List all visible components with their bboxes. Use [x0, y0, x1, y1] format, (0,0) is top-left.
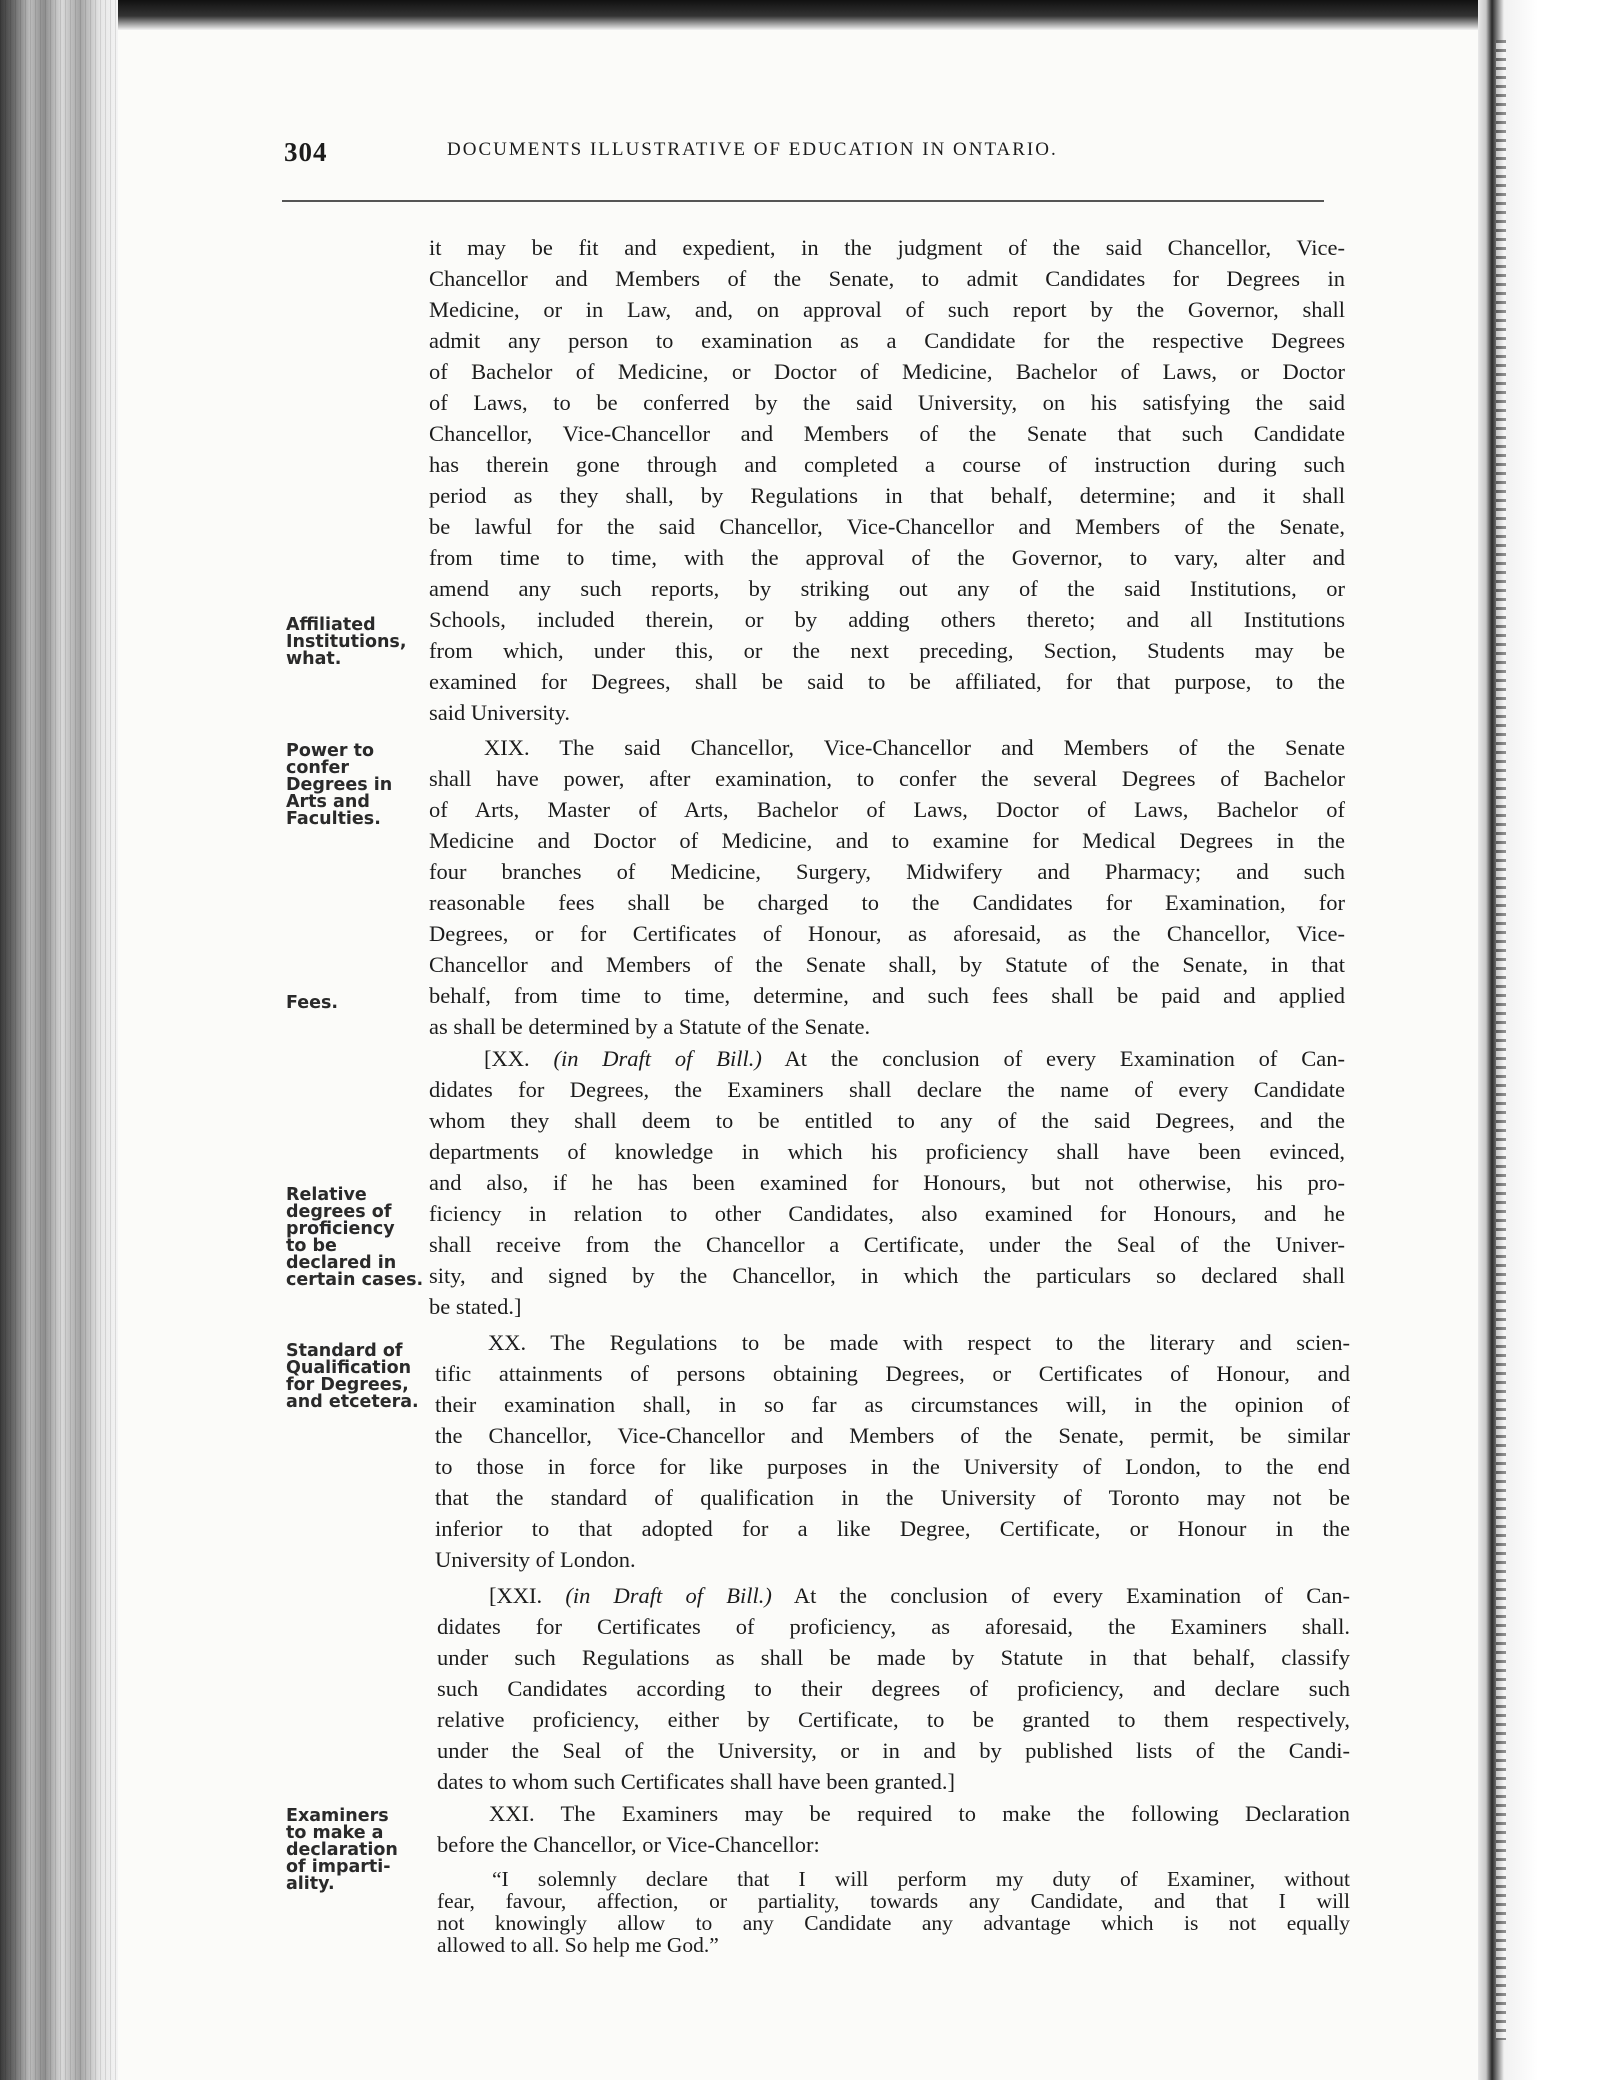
- text-line: Chancellor and Members of the Senate shall, by Statute of the Senate, in that: [429, 952, 1345, 977]
- quote-line: fear, favour, affection, or partiality, towards any Candidate, and that I will: [437, 1889, 1350, 1913]
- text-line-draft-xx: [484, 1043, 1345, 1074]
- text-line: to those in force for like purposes in the University of London, to the end: [435, 1454, 1350, 1479]
- margin-note-line: Examiners: [286, 1806, 389, 1826]
- margin-note-examiners: [286, 1808, 434, 1893]
- text-line: ficiency in relation to other Candidates, also examined for Honours, and he: [429, 1201, 1345, 1226]
- margin-note-line: Arts and: [286, 792, 370, 812]
- text-line: the Chancellor, Vice-Chancellor and Members of the Senate, permit, be similar: [435, 1423, 1350, 1448]
- text-line: such Candidates according to their degrees of proficiency, and declare such: [437, 1676, 1350, 1701]
- quote-line: “I solemnly declare that I will perform my duty of Examiner, without: [492, 1867, 1350, 1891]
- text-line: XX. The Regulations to be made with respect to the literary and scien-: [488, 1330, 1350, 1355]
- quote-line: allowed to all. So help me God.”: [437, 1933, 719, 1957]
- text-line: shall have power, after examination, to confer the several Degrees of Bachelor: [429, 766, 1345, 791]
- margin-note-affiliated: [286, 617, 434, 668]
- text-line: departments of knowledge in which his proficiency shall have been evinced,: [429, 1139, 1345, 1164]
- text-line: before the Chancellor, or Vice-Chancellor:: [437, 1832, 820, 1857]
- text-line: tific attainments of persons obtaining Degrees, or Certificates of Honour, and: [435, 1361, 1350, 1386]
- text-line: Chancellor, Vice-Chancellor and Members of the Senate that such Candidate: [429, 421, 1345, 446]
- margin-note-line: Fees.: [286, 993, 339, 1013]
- text-line: be stated.]: [429, 1294, 522, 1319]
- draft-note: (in Draft of Bill.): [553, 1046, 762, 1071]
- text-line: XIX. The said Chancellor, Vice-Chancellor and Members of the Senate: [484, 735, 1345, 760]
- margin-note-fees: [286, 995, 434, 1012]
- text-line: under such Regulations as shall be made by Statute in that behalf, classify: [437, 1645, 1350, 1670]
- margin-note-line: Institutions,: [286, 632, 407, 652]
- margin-note-line: Faculties.: [286, 809, 381, 829]
- margin-note-line: certain cases.: [286, 1270, 424, 1290]
- margin-note-line: declaration: [286, 1840, 398, 1860]
- margin-note-line: what.: [286, 649, 342, 669]
- running-head: DOCUMENTS ILLUSTRATIVE OF EDUCATION IN ONTARIO.: [447, 139, 1058, 160]
- text-line: as shall be determined by a Statute of the Senate.: [429, 1014, 871, 1039]
- margin-note-line: for Degrees,: [286, 1375, 409, 1395]
- margin-note-line: confer: [286, 758, 349, 778]
- margin-note-line: proficiency: [286, 1219, 395, 1239]
- text-line: Degrees, or for Certificates of Honour, as aforesaid, as the Chancellor, Vice-: [429, 921, 1345, 946]
- page-number: 304: [284, 137, 328, 167]
- margin-note-line: degrees of: [286, 1202, 392, 1222]
- margin-note-line: Qualification: [286, 1358, 412, 1378]
- margin-note-line: to make a: [286, 1823, 384, 1843]
- margin-note-line: Power to: [286, 741, 374, 761]
- text-line: amend any such reports, by striking out any of the said Institutions, or: [429, 576, 1345, 601]
- text-line: from time to time, with the approval of the Governor, to vary, alter and: [429, 545, 1345, 570]
- text-line: admit any person to examination as a Candidate for the respective Degrees: [429, 328, 1345, 353]
- text-span: At the conclusion of every Examination of Can-: [784, 1046, 1346, 1071]
- text-line: reasonable fees shall be charged to the Candidates for Examination, for: [429, 890, 1345, 915]
- margin-note-line: declared in: [286, 1253, 397, 1273]
- text-line: sity, and signed by the Chancellor, in which the particulars so declared shall: [429, 1263, 1345, 1288]
- text-line: their examination shall, in so far as circumstances will, in the opinion of: [435, 1392, 1350, 1417]
- book-spine-edge: [1478, 0, 1616, 2080]
- section-mark: [XXI.: [489, 1583, 543, 1608]
- text-line: shall receive from the Chancellor a Certificate, under the Seal of the Univer-: [429, 1232, 1345, 1257]
- text-line: whom they shall deem to be entitled to any of the said Degrees, and the: [429, 1108, 1345, 1133]
- text-line: Medicine, or in Law, and, on approval of such report by the Governor, shall: [429, 297, 1345, 322]
- text-line: of Bachelor of Medicine, or Doctor of Medicine, Bachelor of Laws, or Doctor: [429, 359, 1345, 384]
- text-line: of Arts, Master of Arts, Bachelor of Laws, Doctor of Laws, Bachelor of: [429, 797, 1345, 822]
- scan-top-edge: [0, 0, 1616, 30]
- text-line: and also, if he has been examined for Honours, but not otherwise, his pro-: [429, 1170, 1345, 1195]
- text-line: be lawful for the said Chancellor, Vice-Chancellor and Members of the Senate,: [429, 514, 1345, 539]
- text-line: four branches of Medicine, Surgery, Midwifery and Pharmacy; and such: [429, 859, 1345, 884]
- text-line: said University.: [429, 700, 571, 725]
- text-line: University of London.: [435, 1547, 636, 1572]
- margin-note-line: Relative: [286, 1185, 367, 1205]
- text-line: dates to whom such Certificates shall have been granted.]: [437, 1769, 955, 1794]
- text-line: XXI. The Examiners may be required to make the following Declaration: [489, 1801, 1350, 1826]
- margin-note-relative-degrees: [286, 1187, 434, 1289]
- text-span: At the conclusion of every Examination of Can-: [793, 1583, 1350, 1608]
- header-rule: [282, 200, 1324, 202]
- book-fore-edge: [0, 0, 118, 2080]
- text-line: it may be fit and expedient, in the judgment of the said Chancellor, Vice-: [429, 235, 1345, 260]
- text-line: of Laws, to be conferred by the said University, on his satisfying the said: [429, 390, 1345, 415]
- quote-line: not knowingly allow to any Candidate any advantage which is not equally: [437, 1911, 1350, 1935]
- margin-note-line: Affiliated: [286, 615, 376, 635]
- text-line: from which, under this, or the next preceding, Section, Students may be: [429, 638, 1345, 663]
- text-line: period as they shall, by Regulations in that behalf, determine; and it shall: [429, 483, 1345, 508]
- margin-note-line: to be: [286, 1236, 337, 1256]
- text-line: inferior to that adopted for a like Degree, Certificate, or Honour in the: [435, 1516, 1350, 1541]
- margin-note-power-to-confer: [286, 743, 434, 828]
- section-mark: [XX.: [484, 1046, 530, 1071]
- text-line: has therein gone through and completed a course of instruction during such: [429, 452, 1345, 477]
- margin-note-line: Standard of: [286, 1341, 403, 1361]
- text-line-draft-xxi: [489, 1580, 1350, 1611]
- text-line: didates for Degrees, the Examiners shall declare the name of every Candidate: [429, 1077, 1345, 1102]
- margin-note-line: Degrees in: [286, 775, 393, 795]
- text-line: Chancellor and Members of the Senate, to admit Candidates for Degrees in: [429, 266, 1345, 291]
- margin-note-line: and etcetera.: [286, 1392, 419, 1412]
- text-line: relative proficiency, either by Certificate, to be granted to them respectively,: [437, 1707, 1350, 1732]
- margin-note-standard: [286, 1343, 434, 1411]
- draft-note: (in Draft of Bill.): [565, 1583, 772, 1608]
- text-line: Schools, included therein, or by adding others thereto; and all Institutions: [429, 607, 1345, 632]
- text-line: behalf, from time to time, determine, and such fees shall be paid and applied: [429, 983, 1345, 1008]
- text-line: examined for Degrees, shall be said to be affiliated, for that purpose, to the: [429, 669, 1345, 694]
- text-line: Medicine and Doctor of Medicine, and to examine for Medical Degrees in the: [429, 828, 1345, 853]
- text-line: that the standard of qualification in the University of Toronto may not be: [435, 1485, 1350, 1510]
- margin-note-line: of imparti-: [286, 1857, 391, 1877]
- text-line: under the Seal of the University, or in and by published lists of the Candi-: [437, 1738, 1350, 1763]
- text-line: didates for Certificates of proficiency, as aforesaid, the Examiners shall.: [437, 1614, 1350, 1639]
- margin-note-line: ality.: [286, 1874, 335, 1894]
